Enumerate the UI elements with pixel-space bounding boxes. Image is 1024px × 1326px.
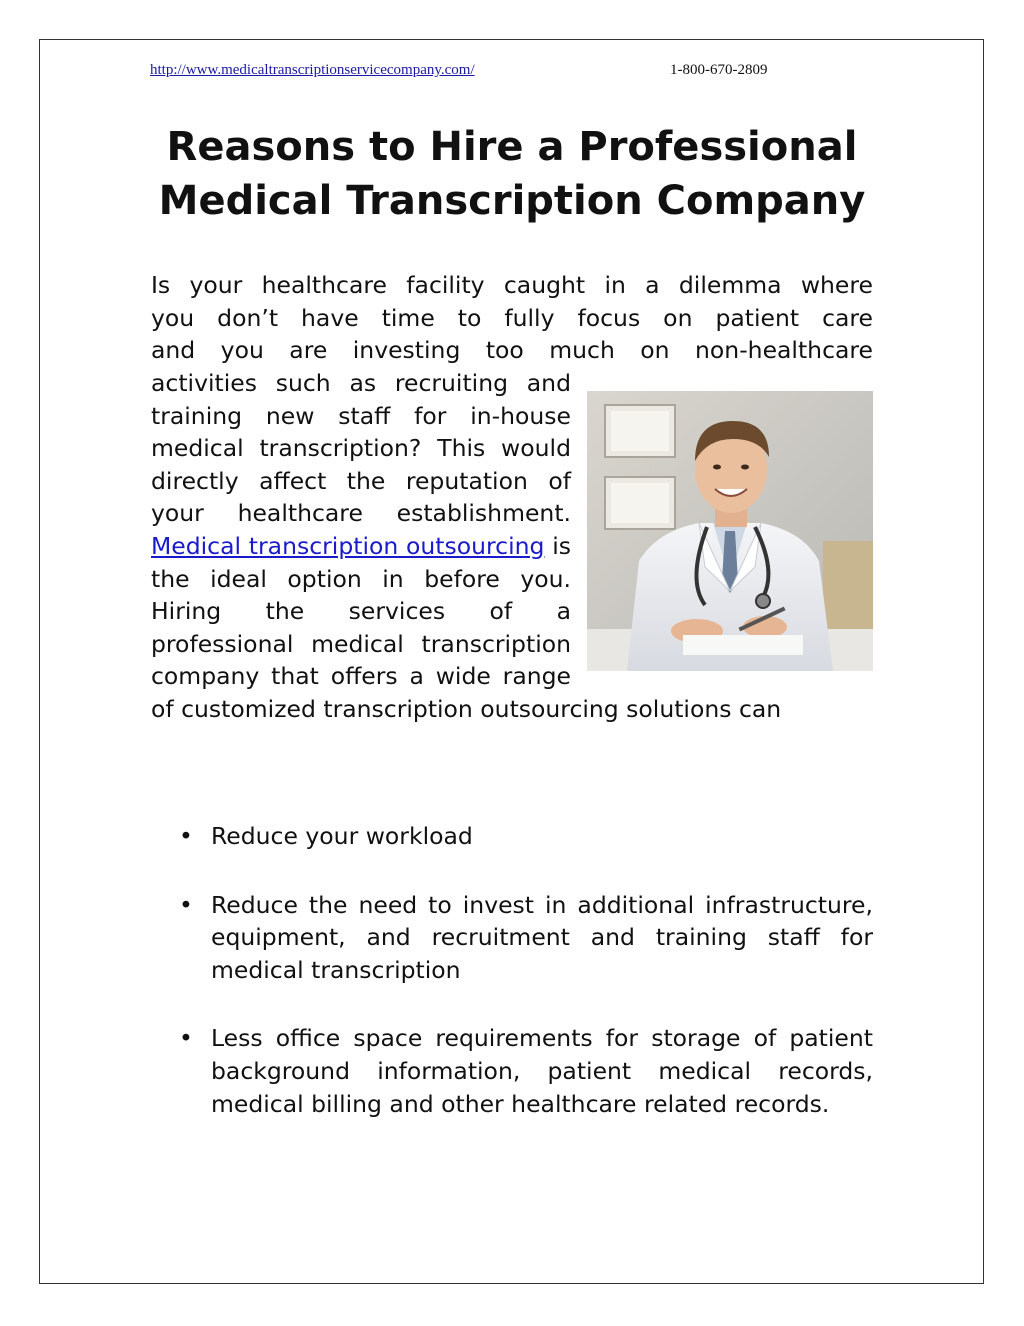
list-item: [151, 1022, 873, 1120]
intro-line-1: Is your healthcare facility caught in a dilemma where: [151, 271, 873, 299]
benefits-list: [151, 820, 873, 1156]
intro-line-2: you don’t have time to fully focus on patient care: [151, 303, 873, 332]
doctor-photo-icon: [587, 391, 873, 671]
page-header: [150, 62, 870, 84]
bullet-icon: •: [179, 1024, 193, 1053]
list-item-text: Reduce your workload: [211, 822, 473, 850]
list-item-text: Less office space requirements for storage of patient background information, patient medical records, medical billing and other healthcare related records.: [211, 1024, 873, 1118]
page-title: [100, 120, 924, 228]
bullet-icon: •: [179, 822, 193, 850]
intro-text-after-link: is the ideal option in before you. Hiring the services of a professional medical transcription company that offers a wide range of customized transcription outsourcing solutions can: [151, 531, 782, 723]
intro-line-3: and you are investing too much on non-healthcare: [151, 336, 873, 365]
list-item-text: Reduce the need to invest in additional infrastructure, equipment, and recruitment and training staff for medical transcription: [211, 890, 873, 984]
title-line-2: Medical Transcription Company: [158, 178, 866, 224]
phone-number: 1-800-670-2809: [670, 62, 768, 78]
intro-continuation: [151, 367, 873, 726]
doctor-photo: [587, 391, 873, 671]
intro-text-before-link: activities such as recruiting and training new staff for in-house medical transcription? This would directly affect the reputation of your healthcare establishment.: [151, 369, 571, 528]
bullet-icon: •: [179, 890, 193, 919]
website-link[interactable]: http://www.medicaltranscriptionservicecompany.com/: [150, 62, 475, 78]
intro-paragraph: [151, 269, 873, 367]
outsourcing-link[interactable]: Medical transcription outsourcing: [151, 531, 545, 560]
list-item: [151, 820, 873, 853]
title-line-1: Reasons to Hire a Professional: [166, 124, 858, 170]
list-item: [151, 889, 873, 987]
